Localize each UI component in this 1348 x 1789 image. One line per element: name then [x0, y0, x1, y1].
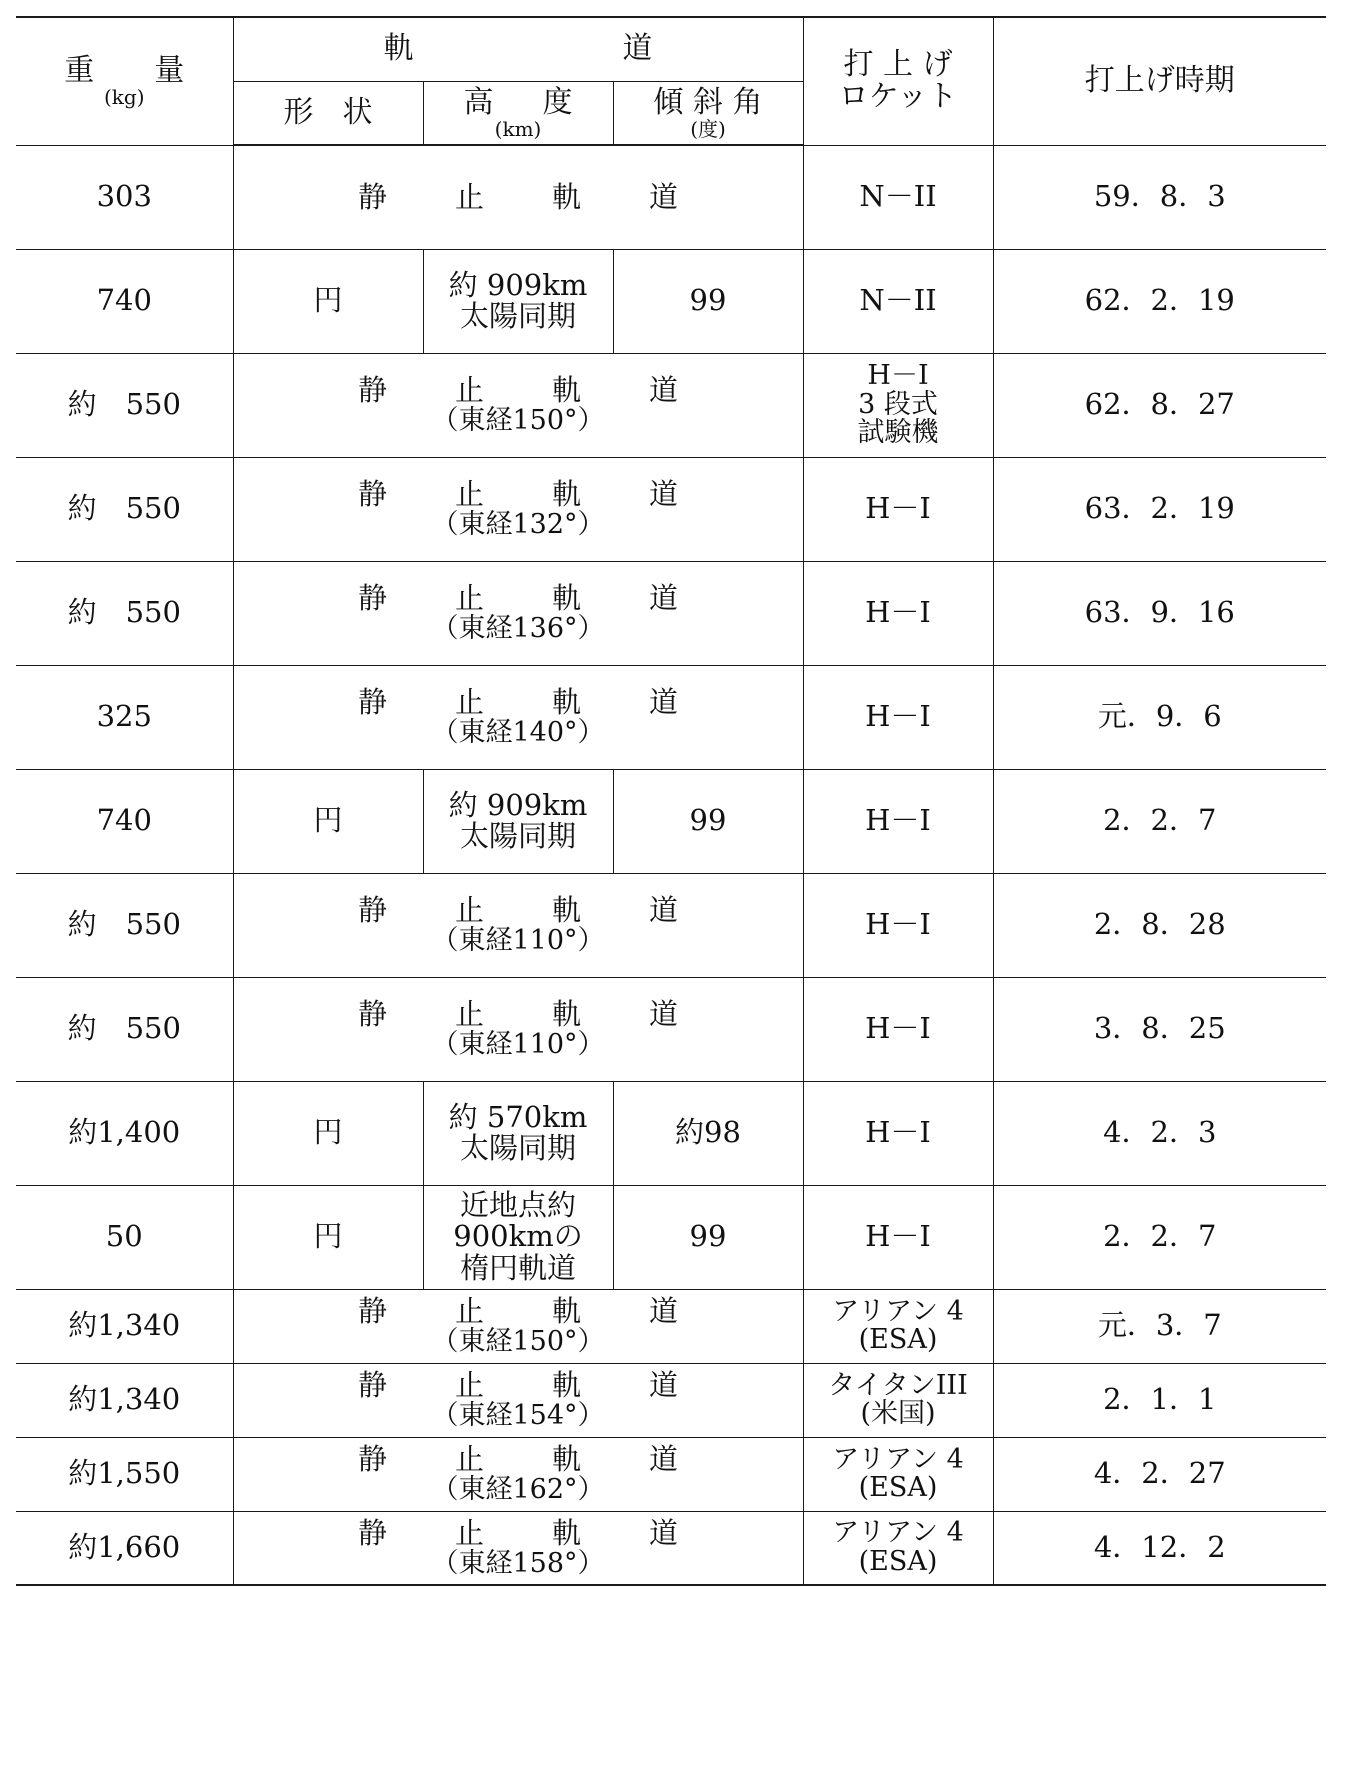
geo-longitude: （東経154°） [431, 1400, 605, 1432]
altitude-line: 太陽同期 [459, 299, 576, 333]
geo-longitude: （東経110°） [431, 1029, 605, 1061]
altitude-line: 約 909km [448, 787, 588, 822]
geo-orbit-char: 軌 [551, 684, 581, 719]
altitude-line: 約 909km [448, 267, 588, 302]
geo-orbit-char: 軌 [551, 476, 581, 511]
header-mass-label: 重 量 [64, 53, 185, 89]
table-row [16, 1437, 1326, 1511]
geo-orbit-char: 道 [648, 1293, 678, 1328]
header-inclination [613, 81, 803, 145]
cell-mass: 約1,400 [16, 1081, 233, 1185]
geo-orbit-char: 軌 [551, 372, 581, 407]
altitude-line: 近地点約 [459, 1188, 576, 1223]
cell-mass: 約1,340 [16, 1289, 233, 1363]
cell-geostationary-orbit [233, 1437, 803, 1511]
cell-altitude [423, 249, 613, 353]
cell-geostationary-orbit [233, 665, 803, 769]
geo-orbit-char: 止 [454, 476, 484, 511]
table-row [16, 769, 1326, 873]
geo-orbit-char: 道 [648, 1367, 678, 1402]
satellite-table [16, 16, 1326, 1586]
geo-orbit-char: 静 [358, 1367, 388, 1402]
geo-orbit-label [358, 372, 678, 407]
geo-orbit-char: 止 [454, 372, 484, 407]
altitude-line: 太陽同期 [459, 819, 576, 853]
header-altitude-right: 度 [542, 84, 573, 120]
geo-orbit-char: 静 [358, 1441, 388, 1476]
geo-orbit-label [358, 684, 678, 719]
header-orbit [233, 17, 803, 81]
rocket-line: タイタンIII [828, 1369, 968, 1401]
table-row [16, 561, 1326, 665]
cell-geostationary-orbit [233, 145, 803, 249]
cell-launch-date: 3．8．25 [993, 977, 1326, 1081]
header-orbit-left: 軌 [383, 31, 414, 67]
cell-launch-date: 2．8．28 [993, 873, 1326, 977]
cell-launch-date: 元．9．6 [993, 665, 1326, 769]
geo-orbit-label [358, 996, 678, 1031]
geo-orbit-char: 静 [358, 372, 388, 407]
cell-inclination: 約98 [613, 1081, 803, 1185]
cell-rocket [803, 1185, 993, 1289]
table-row [16, 1511, 1326, 1585]
header-inclination-unit: (度) [690, 116, 726, 141]
cell-rocket [803, 665, 993, 769]
cell-shape: 円 [233, 769, 423, 873]
rocket-line: アリアン 4 [832, 1517, 964, 1549]
geo-orbit-char: 止 [454, 1441, 484, 1476]
header-mass-unit: (kg) [103, 85, 145, 110]
rocket-line: (ESA) [858, 1545, 938, 1577]
cell-rocket [803, 873, 993, 977]
geo-orbit-char: 道 [648, 476, 678, 511]
cell-inclination: 99 [613, 769, 803, 873]
cell-geostationary-orbit [233, 1363, 803, 1437]
geo-orbit-char: 軌 [551, 1293, 581, 1328]
geo-orbit-char: 止 [454, 684, 484, 719]
geo-orbit-char: 道 [648, 1441, 678, 1476]
rocket-line: 試験機 [857, 417, 939, 449]
rocket-line: H－I [867, 360, 929, 392]
cell-altitude [423, 1185, 613, 1289]
rocket-line: H－I [865, 699, 931, 734]
cell-launch-date: 59．8．3 [993, 145, 1326, 249]
table-row [16, 1081, 1326, 1185]
geo-orbit-char: 道 [648, 892, 678, 927]
rocket-line: H－I [865, 595, 931, 630]
rocket-line: H－I [865, 907, 931, 942]
geo-orbit-label [358, 1293, 678, 1328]
cell-launch-date: 63．2．19 [993, 457, 1326, 561]
table-row [16, 665, 1326, 769]
header-inclination-label: 傾 斜 角 [653, 84, 763, 120]
table-row [16, 1363, 1326, 1437]
geo-longitude: （東経150°） [431, 405, 605, 437]
geo-orbit-char: 止 [454, 179, 484, 214]
cell-rocket [803, 1511, 993, 1585]
cell-rocket [803, 561, 993, 665]
geo-orbit-label [358, 1367, 678, 1402]
header-mass [16, 17, 233, 145]
rocket-line: N－II [859, 283, 937, 318]
cell-mass: 325 [16, 665, 233, 769]
rocket-line: (ESA) [858, 1472, 938, 1503]
geo-longitude: （東経136°） [431, 613, 605, 645]
geo-orbit-char: 静 [358, 892, 388, 927]
cell-rocket [803, 145, 993, 249]
geo-orbit-char: 止 [454, 892, 484, 927]
cell-launch-date: 2．1．1 [993, 1363, 1326, 1437]
geo-orbit-char: 静 [358, 580, 388, 615]
header-date [993, 17, 1326, 145]
rocket-line: H－I [865, 1115, 931, 1150]
geo-orbit-char: 静 [358, 476, 388, 511]
rocket-line: H－I [865, 1219, 931, 1254]
header-rocket [803, 17, 993, 145]
geo-orbit-char: 静 [358, 1293, 388, 1328]
geo-orbit-char: 道 [648, 372, 678, 407]
geo-orbit-char: 軌 [551, 179, 581, 214]
altitude-line: 楕円軌道 [459, 1250, 576, 1285]
geo-orbit-char: 静 [358, 996, 388, 1031]
table-body [16, 145, 1326, 1585]
cell-shape: 円 [233, 249, 423, 353]
cell-geostationary-orbit [233, 1511, 803, 1585]
rocket-line: アリアン 4 [832, 1295, 964, 1327]
cell-mass: 50 [16, 1185, 233, 1289]
geo-orbit-char: 軌 [551, 892, 581, 927]
geo-longitude: （東経162°） [431, 1474, 605, 1506]
header-shape-right: 状 [342, 94, 373, 130]
cell-mass: 約1,340 [16, 1363, 233, 1437]
table-row [16, 145, 1326, 249]
geo-orbit-label [358, 179, 678, 214]
header-shape [233, 81, 423, 145]
geo-longitude: （東経158°） [431, 1547, 605, 1579]
geo-orbit-char: 道 [648, 996, 678, 1031]
cell-altitude [423, 1081, 613, 1185]
cell-mass: 約 550 [16, 873, 233, 977]
header-rocket-line1: 打 上 げ [843, 46, 953, 82]
cell-launch-date: 63．9．16 [993, 561, 1326, 665]
geo-orbit-char: 軌 [551, 1441, 581, 1476]
rocket-line: H－I [865, 491, 931, 526]
rocket-line: N－II [859, 179, 937, 214]
cell-rocket [803, 1363, 993, 1437]
altitude-line: 900kmの [453, 1219, 583, 1254]
geo-orbit-label [358, 1441, 678, 1476]
geo-orbit-char: 止 [454, 1367, 484, 1402]
geo-orbit-char: 止 [454, 1293, 484, 1328]
geo-orbit-char: 軌 [551, 1515, 581, 1550]
geo-orbit-label [358, 892, 678, 927]
geo-orbit-char: 道 [648, 1515, 678, 1550]
geo-orbit-char: 軌 [551, 580, 581, 615]
cell-inclination: 99 [613, 249, 803, 353]
cell-mass: 740 [16, 769, 233, 873]
cell-launch-date: 62．2．19 [993, 249, 1326, 353]
cell-launch-date: 4．2．27 [993, 1437, 1326, 1511]
header-altitude-left: 高 [463, 84, 494, 120]
cell-launch-date: 元．3．7 [993, 1289, 1326, 1363]
cell-rocket [803, 769, 993, 873]
geo-orbit-char: 止 [454, 996, 484, 1031]
geo-longitude: （東経132°） [431, 509, 605, 541]
rocket-line: H－I [865, 1011, 931, 1046]
rocket-line: 3 段式 [858, 388, 938, 420]
cell-launch-date: 4．2．3 [993, 1081, 1326, 1185]
cell-geostationary-orbit [233, 873, 803, 977]
rocket-line: アリアン 4 [832, 1443, 964, 1475]
cell-geostationary-orbit [233, 1289, 803, 1363]
geo-orbit-label [358, 476, 678, 511]
cell-shape: 円 [233, 1185, 423, 1289]
cell-launch-date: 2．2．7 [993, 769, 1326, 873]
cell-geostationary-orbit [233, 561, 803, 665]
geo-orbit-char: 軌 [551, 996, 581, 1031]
cell-launch-date: 4．12．2 [993, 1511, 1326, 1585]
cell-inclination: 99 [613, 1185, 803, 1289]
cell-geostationary-orbit [233, 353, 803, 457]
cell-mass: 約 550 [16, 561, 233, 665]
cell-mass: 約1,550 [16, 1437, 233, 1511]
geo-orbit-char: 道 [648, 179, 678, 214]
geo-orbit-char: 止 [454, 580, 484, 615]
altitude-line: 太陽同期 [459, 1131, 576, 1165]
geo-longitude: （東経150°） [431, 1326, 605, 1358]
geo-orbit-char: 静 [358, 1515, 388, 1550]
rocket-line: (米国) [860, 1398, 936, 1429]
cell-mass: 303 [16, 145, 233, 249]
cell-mass: 約 550 [16, 353, 233, 457]
cell-altitude [423, 769, 613, 873]
rocket-line: H－I [865, 803, 931, 838]
geo-longitude: （東経140°） [431, 717, 605, 749]
table-row [16, 353, 1326, 457]
table-row [16, 1185, 1326, 1289]
geo-orbit-char: 道 [648, 684, 678, 719]
geo-orbit-char: 止 [454, 1515, 484, 1550]
header-date-label: 打上げ時期 [1084, 63, 1235, 99]
cell-rocket [803, 1437, 993, 1511]
table-row [16, 873, 1326, 977]
geo-orbit-label [358, 580, 678, 615]
altitude-line: 約 570km [448, 1099, 588, 1134]
cell-rocket [803, 1289, 993, 1363]
geo-orbit-char: 静 [358, 179, 388, 214]
cell-rocket [803, 353, 993, 457]
cell-rocket [803, 249, 993, 353]
cell-launch-date: 2．2．7 [993, 1185, 1326, 1289]
cell-geostationary-orbit [233, 977, 803, 1081]
geo-orbit-label [358, 1515, 678, 1550]
cell-mass: 約 550 [16, 457, 233, 561]
header-shape-left: 形 [283, 94, 314, 130]
table-header [16, 17, 1326, 145]
header-altitude-unit: (km) [494, 116, 542, 141]
rocket-line: (ESA) [858, 1324, 938, 1355]
cell-geostationary-orbit [233, 457, 803, 561]
cell-rocket [803, 457, 993, 561]
header-altitude [423, 81, 613, 145]
header-orbit-right: 道 [622, 31, 653, 67]
geo-longitude: （東経110°） [431, 925, 605, 957]
cell-mass: 約1,660 [16, 1511, 233, 1585]
table-row [16, 977, 1326, 1081]
cell-rocket [803, 977, 993, 1081]
cell-rocket [803, 1081, 993, 1185]
table-row [16, 249, 1326, 353]
cell-shape: 円 [233, 1081, 423, 1185]
geo-orbit-char: 道 [648, 580, 678, 615]
geo-orbit-char: 軌 [551, 1367, 581, 1402]
header-rocket-line2: ロケット [838, 79, 958, 115]
cell-mass: 約 550 [16, 977, 233, 1081]
table-row [16, 1289, 1326, 1363]
cell-mass: 740 [16, 249, 233, 353]
geo-orbit-char: 静 [358, 684, 388, 719]
cell-launch-date: 62．8．27 [993, 353, 1326, 457]
table-row [16, 457, 1326, 561]
